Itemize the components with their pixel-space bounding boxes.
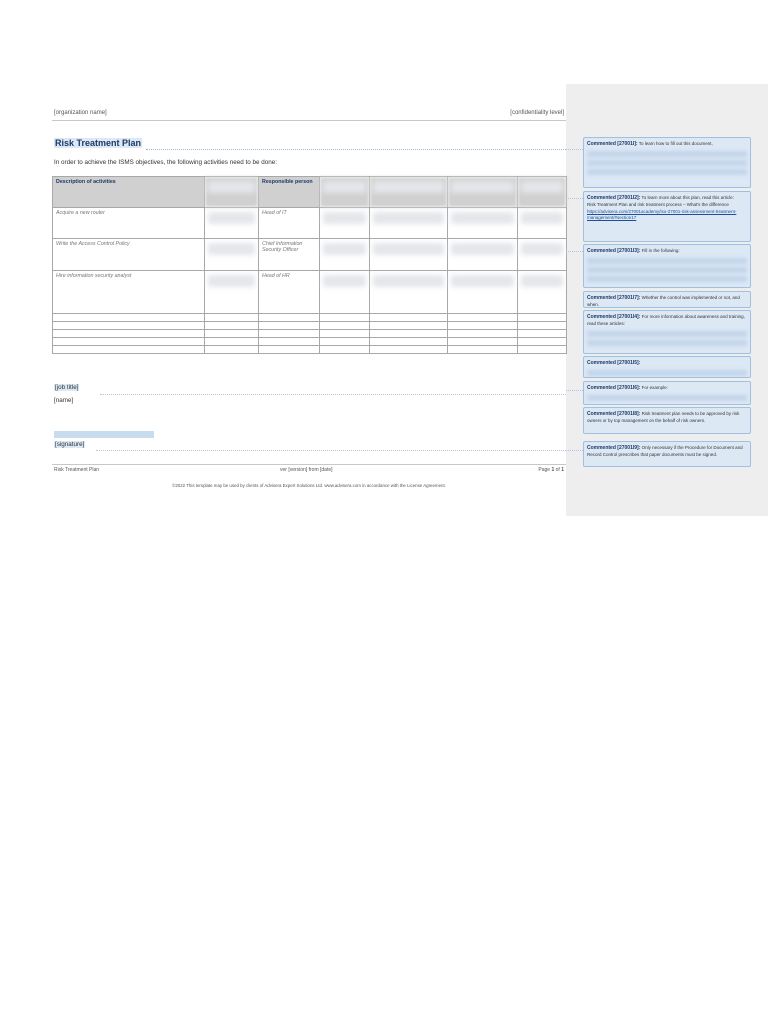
comment-anchor-line	[146, 149, 566, 150]
header-blurred	[320, 177, 370, 208]
blurred-cell	[320, 208, 370, 239]
activity-cell[interactable]: Hire information security analyst	[53, 271, 205, 314]
blurred-cell	[370, 208, 448, 239]
empty-cell[interactable]	[205, 338, 259, 346]
job-title-placeholder[interactable]: [job title]	[55, 384, 79, 391]
empty-cell[interactable]	[320, 346, 370, 354]
comment-balloon[interactable]	[583, 356, 751, 378]
footer-version: ver [version] from [date]	[280, 467, 333, 473]
footer-divider	[52, 464, 566, 465]
header-blurred	[205, 177, 259, 208]
empty-cell[interactable]	[320, 338, 370, 346]
empty-cell[interactable]	[518, 314, 567, 322]
risk-treatment-table	[52, 176, 567, 354]
blurred-cell	[205, 271, 259, 314]
empty-cell[interactable]	[53, 314, 205, 322]
header-blurred	[518, 177, 567, 208]
comment-anchor-line	[100, 394, 566, 395]
empty-cell[interactable]	[53, 346, 205, 354]
signature-line	[54, 431, 154, 438]
intro-text[interactable]: In order to achieve the ISMS objectives, the following activities need to be done:	[54, 159, 277, 166]
page-prefix: Page	[538, 467, 552, 473]
empty-row	[53, 346, 567, 354]
empty-cell[interactable]	[259, 330, 320, 338]
empty-row	[53, 330, 567, 338]
blurred-cell	[448, 208, 518, 239]
empty-cell[interactable]	[53, 322, 205, 330]
empty-row	[53, 322, 567, 330]
comment-extra: Risk Treatment Plan and risk treatment process – What's the difference	[587, 202, 729, 208]
header-description: Description of activities	[53, 177, 205, 208]
comment-balloon[interactable]	[583, 191, 751, 242]
comment-text: To learn how to fill out this document,	[638, 141, 713, 146]
blurred-cell	[205, 239, 259, 271]
empty-cell[interactable]	[320, 322, 370, 330]
person-cell[interactable]: Head of HR	[259, 271, 320, 314]
comment-text: For more information about awareness and training, read these articles:	[587, 314, 745, 327]
header-divider	[52, 120, 566, 121]
comment-label: Commented [27001I4]:	[587, 314, 641, 320]
empty-cell[interactable]	[448, 338, 518, 346]
comment-text: Only necessary if the Procedure for Document and Record Control prescribes that paper documents must be signed.	[587, 445, 743, 458]
table-row	[53, 271, 567, 314]
comment-connector	[566, 198, 583, 199]
header-blurred	[370, 177, 448, 208]
blurred-cell	[370, 239, 448, 271]
comment-text: Whether the control was implemented or not, and when.	[587, 295, 740, 308]
activity-cell[interactable]: Write the Access Control Policy	[53, 239, 205, 271]
document-title[interactable]: Risk Treatment Plan	[55, 138, 142, 148]
person-cell[interactable]: Head of IT	[259, 208, 320, 239]
empty-cell[interactable]	[370, 346, 448, 354]
footer-doc-name: Risk Treatment Plan	[54, 467, 100, 473]
comment-balloon[interactable]	[583, 310, 751, 354]
header-blurred	[448, 177, 518, 208]
footer-page-number	[538, 467, 564, 473]
empty-cell[interactable]	[53, 338, 205, 346]
empty-row	[53, 338, 567, 346]
comment-connector	[566, 450, 583, 451]
blurred-text	[587, 267, 747, 273]
copyright-notice: ©2022 This template may be used by clients of Advisera Expert Solutions Ltd. www.advisera.com in accordance with the License Agreement.	[172, 483, 446, 488]
empty-cell[interactable]	[370, 314, 448, 322]
empty-cell[interactable]	[518, 330, 567, 338]
comment-link[interactable]: https://advisera.com/27001academy/iso-27001-risk-assessment-treatment-management/#section17	[587, 208, 737, 221]
empty-cell[interactable]	[259, 338, 320, 346]
blurred-cell	[448, 271, 518, 314]
empty-cell[interactable]	[320, 330, 370, 338]
blurred-text	[587, 169, 747, 175]
comment-balloon[interactable]	[583, 407, 751, 434]
comment-balloon[interactable]	[583, 381, 751, 405]
empty-cell[interactable]	[518, 338, 567, 346]
empty-cell[interactable]	[205, 314, 259, 322]
organization-name-placeholder[interactable]: [organization name]	[54, 110, 107, 116]
comment-text: To learn more about this plan, read this article:	[641, 195, 734, 200]
blurred-text	[587, 395, 747, 401]
empty-cell[interactable]	[205, 346, 259, 354]
confidentiality-level-placeholder[interactable]: [confidentiality level]	[510, 110, 564, 116]
empty-cell[interactable]	[320, 314, 370, 322]
blurred-text	[587, 276, 747, 282]
empty-row	[53, 314, 567, 322]
table-row	[53, 208, 567, 239]
page-total: 1	[561, 467, 564, 473]
name-placeholder[interactable]: [name]	[54, 397, 74, 404]
empty-cell[interactable]	[259, 314, 320, 322]
blurred-text	[587, 258, 747, 264]
blurred-cell	[518, 271, 567, 314]
blurred-text	[587, 370, 747, 376]
empty-cell[interactable]	[448, 330, 518, 338]
document-page	[52, 100, 566, 500]
empty-cell[interactable]	[518, 322, 567, 330]
blurred-cell	[205, 208, 259, 239]
empty-cell[interactable]	[370, 330, 448, 338]
comment-connector	[566, 390, 583, 391]
comment-text: Risk treatment plan needs to be approved by risk owners or by top management on the behalf of risk owners.	[587, 411, 740, 424]
comment-text: Fill in the following:	[641, 248, 680, 253]
blurred-text	[587, 151, 747, 157]
empty-cell[interactable]	[370, 322, 448, 330]
blurred-text	[587, 340, 747, 346]
comment-balloon[interactable]	[583, 244, 751, 288]
person-cell[interactable]: Chief Information Security Officer	[259, 239, 320, 271]
empty-cell[interactable]	[259, 322, 320, 330]
blurred-cell	[518, 239, 567, 271]
empty-cell[interactable]	[518, 346, 567, 354]
empty-cell[interactable]	[205, 330, 259, 338]
empty-cell[interactable]	[448, 322, 518, 330]
comment-anchor-line	[96, 450, 566, 451]
blurred-cell	[448, 239, 518, 271]
comment-connector	[566, 251, 583, 252]
comment-balloon[interactable]	[583, 441, 751, 467]
signature-placeholder[interactable]: [signature]	[55, 441, 85, 448]
page-mid: of	[554, 467, 562, 473]
comment-label: Commented [27001I6]:	[587, 385, 641, 391]
blurred-cell	[370, 271, 448, 314]
comment-label: Commented [27001I5]:	[587, 360, 641, 366]
comment-label: Commented [27001I8]:	[587, 411, 641, 417]
blurred-text	[587, 160, 747, 166]
empty-cell[interactable]	[370, 338, 448, 346]
comment-balloon[interactable]	[583, 137, 751, 188]
comment-label: Commented [27001I9]:	[587, 445, 641, 451]
empty-cell[interactable]	[448, 346, 518, 354]
empty-cell[interactable]	[205, 322, 259, 330]
empty-cell[interactable]	[448, 314, 518, 322]
comment-label: Commented [27001I3]:	[587, 248, 641, 254]
comment-balloon[interactable]	[583, 291, 751, 308]
blurred-text	[587, 331, 747, 337]
page-current: 1	[551, 467, 555, 473]
comment-text: For example:	[641, 385, 668, 390]
comment-label: Commented [27001I2]:	[587, 195, 641, 201]
empty-cell[interactable]	[259, 346, 320, 354]
blurred-cell	[320, 239, 370, 271]
comment-label: Commented [27001I]:	[587, 141, 638, 147]
comment-connector	[566, 149, 583, 150]
comment-label: Commented [27001I7]:	[587, 295, 641, 301]
empty-cell[interactable]	[53, 330, 205, 338]
table-row	[53, 239, 567, 271]
activity-cell[interactable]: Acquire a new router	[53, 208, 205, 239]
blurred-cell	[320, 271, 370, 314]
header-responsible-person: Responsible person	[259, 177, 320, 208]
blurred-cell	[518, 208, 567, 239]
